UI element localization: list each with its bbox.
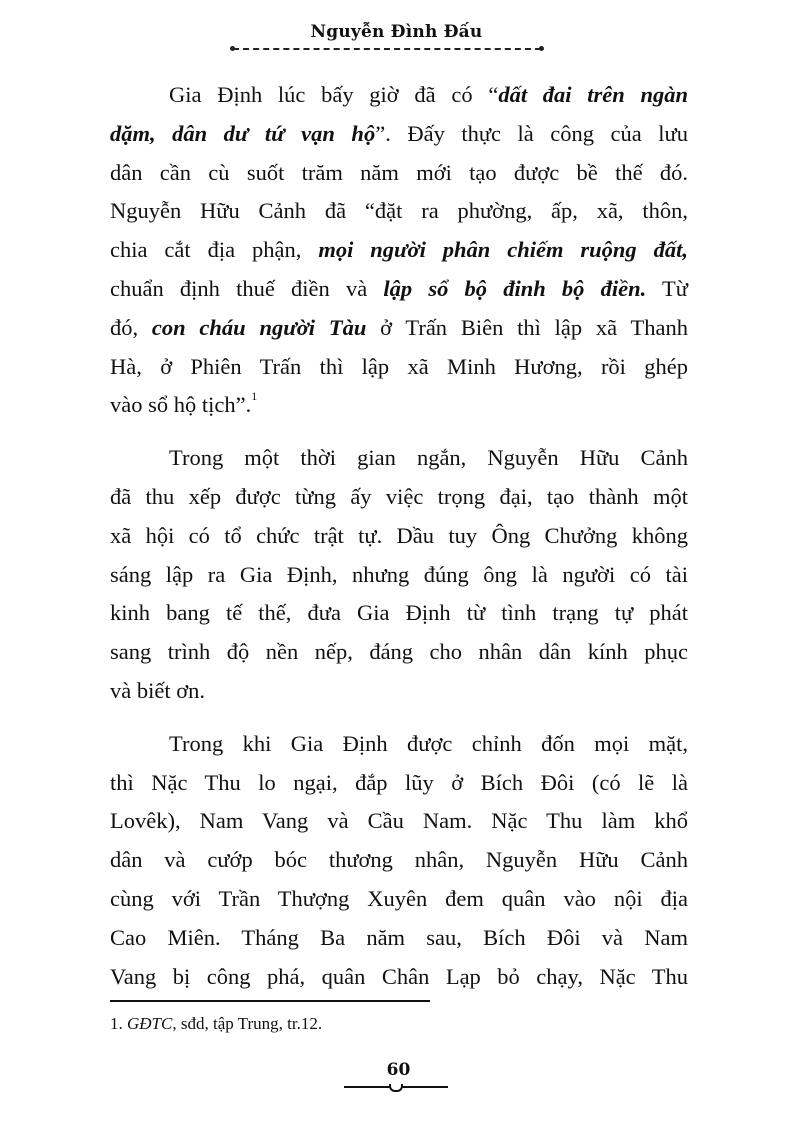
- text-line: [110, 348, 688, 387]
- body-text: [110, 76, 688, 1010]
- text-line: [110, 958, 688, 997]
- text-line: [110, 802, 688, 841]
- text: ở Trấn Biên thì lập xã Thanh: [366, 314, 688, 340]
- text-line: [110, 919, 688, 958]
- page-number: 60: [386, 1060, 411, 1080]
- italic-text: lập sổ bộ đinh bộ điền.: [383, 275, 647, 301]
- footnote-number: 1.: [110, 1014, 127, 1033]
- italic-text: dặm, dân dư tứ vạn hộ: [110, 120, 376, 146]
- text: Trong một thời gian ngắn, Nguyễn Hữu Cảnh: [169, 445, 688, 471]
- italic-text: dất đai trên ngàn: [498, 82, 688, 107]
- page-ornament: [344, 1086, 448, 1088]
- text-line: [110, 386, 688, 425]
- text: vào sổ hộ tịch”.: [110, 392, 252, 418]
- text: Từ: [646, 275, 688, 301]
- text-line: [110, 439, 688, 478]
- footnote-ref: 1: [251, 389, 258, 404]
- text: đó,: [110, 314, 152, 340]
- footnote-rest: , sđd, tập Trung, tr.12.: [172, 1014, 323, 1033]
- header-divider: [233, 48, 541, 50]
- text-line: [110, 115, 688, 154]
- text: chia cắt địa phận,: [110, 237, 319, 263]
- text: ”. Đấy thực là công của lưu: [375, 120, 688, 146]
- paragraph: [110, 76, 688, 425]
- text-line: [110, 478, 688, 517]
- text: Trong khi Gia Định được chỉnh đốn mọi mặt,: [169, 730, 688, 756]
- text: sang trình độ nền nếp, đáng cho nhân dân kính phục: [110, 639, 688, 665]
- text: dân cần cù suốt trăm năm mới tạo được bề thế đó.: [110, 159, 688, 185]
- running-header: Nguyễn Đình Đấu: [310, 22, 483, 42]
- text-line: [110, 672, 688, 711]
- text-line: [110, 517, 688, 556]
- text: Vang bị công phá, quân Chân Lạp bỏ chạy, Nặc Thu: [110, 963, 688, 989]
- footnote-divider: [110, 1000, 430, 1002]
- italic-text: con cháu người Tàu: [151, 314, 367, 340]
- text: thì Nặc Thu lo ngại, đắp lũy ở Bích Đôi (có lẽ là: [110, 769, 688, 795]
- text-line: [110, 633, 688, 672]
- text-line: [110, 880, 688, 919]
- italic-text: mọi người phân chiếm ruộng đất,: [318, 237, 688, 263]
- text-line: [110, 594, 688, 633]
- text: và biết ơn.: [110, 677, 205, 703]
- text-line: [110, 556, 688, 595]
- text-line: [110, 309, 688, 348]
- text: cùng với Trần Thượng Xuyên đem quân vào nội địa: [110, 885, 688, 911]
- text-line: [110, 764, 688, 803]
- text: dân và cướp bóc thương nhân, Nguyễn Hữu Cảnh: [110, 847, 688, 873]
- text: kinh bang tế thế, đưa Gia Định từ tình trạng tự phát: [110, 600, 688, 626]
- text: Cao Miên. Tháng Ba năm sau, Bích Đôi và Nam: [110, 924, 688, 950]
- text: Gia Định lúc bấy giờ đã có “: [169, 82, 499, 107]
- text: Nguyễn Hữu Cảnh đã “đặt ra phường, ấp, xã, thôn,: [110, 198, 688, 224]
- text: xã hội có tổ chức trật tự. Dầu tuy Ông Chưởng không: [110, 522, 688, 548]
- text-line: [110, 154, 688, 193]
- text-line: [110, 270, 688, 309]
- footnote: [110, 1014, 322, 1034]
- paragraph: [110, 725, 688, 997]
- text: chuẩn định thuế điền và: [110, 275, 384, 301]
- text-line: [110, 841, 688, 880]
- paragraph: [110, 439, 688, 711]
- text-line: [110, 76, 688, 115]
- text-line: [110, 231, 688, 270]
- text: đã thu xếp được từng ấy việc trọng đại, tạo thành một: [110, 483, 688, 509]
- text: sáng lập ra Gia Định, nhưng đúng ông là người có tài: [110, 561, 688, 587]
- footnote-source: GĐTC: [127, 1014, 173, 1033]
- text-line: [110, 725, 688, 764]
- text: Hà, ở Phiên Trấn thì lập xã Minh Hương, rồi ghép: [110, 353, 688, 379]
- text-line: [110, 192, 688, 231]
- text: Lovêk), Nam Vang và Cầu Nam. Nặc Thu làm khổ: [110, 808, 688, 834]
